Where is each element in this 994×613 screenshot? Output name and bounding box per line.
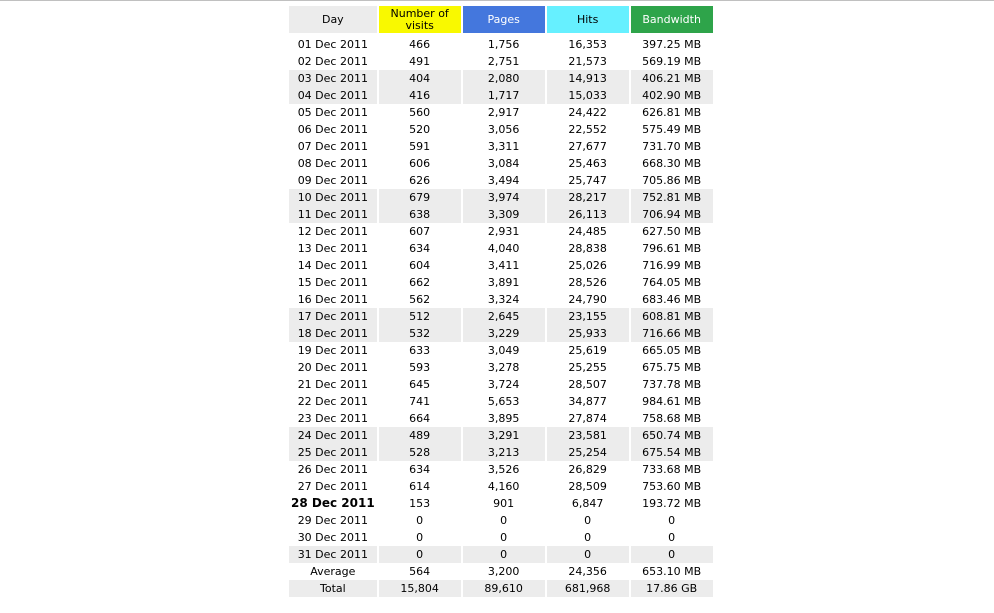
pages-cell: 3,084 bbox=[487, 157, 520, 170]
day-column-header: Day bbox=[289, 6, 377, 33]
table-row bbox=[289, 393, 713, 410]
hits-column-header: Hits bbox=[547, 6, 629, 33]
pages-cell: 3,056 bbox=[487, 123, 520, 136]
pages-cell: 2,931 bbox=[487, 225, 520, 238]
bandwidth-cell: 796.61 MB bbox=[642, 242, 702, 255]
day-cell: 11 Dec 2011 bbox=[289, 206, 377, 223]
bandwidth-cell: 0 bbox=[668, 514, 676, 527]
total-hits: 681,968 bbox=[547, 580, 629, 597]
day-cell: 13 Dec 2011 bbox=[297, 242, 368, 255]
table-row bbox=[289, 87, 713, 104]
visits-cell: 466 bbox=[409, 38, 431, 51]
pages-cell: 3,724 bbox=[487, 378, 520, 391]
pages-cell: 3,229 bbox=[463, 325, 545, 342]
bandwidth-cell: 764.05 MB bbox=[642, 276, 702, 289]
table-row bbox=[289, 444, 713, 461]
total-pages: 89,610 bbox=[463, 580, 545, 597]
hits-cell: 23,581 bbox=[547, 427, 629, 444]
hits-cell: 23,155 bbox=[547, 308, 629, 325]
day-cell: 31 Dec 2011 bbox=[289, 546, 377, 563]
average-pages: 3,200 bbox=[487, 565, 520, 578]
bandwidth-cell: 0 bbox=[668, 531, 676, 544]
hits-cell: 25,933 bbox=[547, 325, 629, 342]
pages-cell: 901 bbox=[493, 497, 515, 510]
visits-cell: 404 bbox=[379, 70, 461, 87]
table-row bbox=[289, 325, 713, 342]
pages-cell: 3,324 bbox=[487, 293, 520, 306]
pages-cell: 3,049 bbox=[487, 344, 520, 357]
day-cell: 16 Dec 2011 bbox=[297, 293, 368, 306]
visits-cell: 560 bbox=[409, 106, 431, 119]
visits-cell: 593 bbox=[409, 361, 431, 374]
hits-cell: 28,217 bbox=[547, 189, 629, 206]
day-cell: 20 Dec 2011 bbox=[297, 361, 368, 374]
bandwidth-cell: 402.90 MB bbox=[631, 87, 713, 104]
hits-cell: 28,838 bbox=[568, 242, 607, 255]
table-row bbox=[289, 359, 713, 376]
hits-cell: 25,619 bbox=[568, 344, 607, 357]
bandwidth-cell: 716.99 MB bbox=[642, 259, 702, 272]
bandwidth-cell: 650.74 MB bbox=[631, 427, 713, 444]
table-row bbox=[289, 138, 713, 155]
day-cell: 22 Dec 2011 bbox=[297, 395, 368, 408]
visits-cell: 626 bbox=[409, 174, 431, 187]
pages-cell: 2,645 bbox=[463, 308, 545, 325]
hits-cell: 28,526 bbox=[568, 276, 607, 289]
day-cell: 01 Dec 2011 bbox=[297, 38, 368, 51]
hits-cell: 22,552 bbox=[568, 123, 607, 136]
pages-cell: 3,895 bbox=[487, 412, 520, 425]
average-row bbox=[289, 563, 713, 580]
table-row bbox=[289, 33, 713, 53]
pages-cell: 4,160 bbox=[487, 480, 520, 493]
table-row bbox=[289, 121, 713, 138]
average-bandwidth: 653.10 MB bbox=[642, 565, 702, 578]
table-row bbox=[289, 427, 713, 444]
bandwidth-cell: 683.46 MB bbox=[642, 293, 702, 306]
hits-cell: 16,353 bbox=[568, 38, 607, 51]
hits-cell: 0 bbox=[547, 546, 629, 563]
visits-cell: 741 bbox=[409, 395, 431, 408]
day-cell: 04 Dec 2011 bbox=[289, 87, 377, 104]
pages-cell: 3,526 bbox=[487, 463, 520, 476]
hits-cell: 25,747 bbox=[568, 174, 607, 187]
day-cell: 18 Dec 2011 bbox=[289, 325, 377, 342]
pages-cell: 2,751 bbox=[487, 55, 520, 68]
day-cell: 28 Dec 2011 bbox=[291, 496, 375, 510]
bandwidth-cell: 675.75 MB bbox=[642, 361, 702, 374]
pages-cell: 3,213 bbox=[463, 444, 545, 461]
hits-cell: 25,254 bbox=[547, 444, 629, 461]
total-label: Total bbox=[289, 580, 377, 597]
table-row bbox=[289, 155, 713, 172]
bandwidth-cell: 731.70 MB bbox=[642, 140, 702, 153]
hits-cell: 6,847 bbox=[571, 497, 604, 510]
table-row bbox=[289, 512, 713, 529]
table-row bbox=[289, 240, 713, 257]
bandwidth-cell: 984.61 MB bbox=[642, 395, 702, 408]
average-hits: 24,356 bbox=[568, 565, 607, 578]
table-row bbox=[289, 478, 713, 495]
bandwidth-cell: 608.81 MB bbox=[631, 308, 713, 325]
pages-cell: 3,309 bbox=[463, 206, 545, 223]
day-cell: 19 Dec 2011 bbox=[297, 344, 368, 357]
table-row bbox=[289, 376, 713, 393]
hits-cell: 28,507 bbox=[568, 378, 607, 391]
visits-cell: 604 bbox=[409, 259, 431, 272]
bandwidth-cell: 569.19 MB bbox=[642, 55, 702, 68]
pages-cell: 0 bbox=[463, 546, 545, 563]
visits-cell: 638 bbox=[379, 206, 461, 223]
visits-cell: 520 bbox=[409, 123, 431, 136]
hits-cell: 26,113 bbox=[547, 206, 629, 223]
day-cell: 12 Dec 2011 bbox=[297, 225, 368, 238]
hits-cell: 27,677 bbox=[568, 140, 607, 153]
table-row bbox=[289, 410, 713, 427]
day-cell: 25 Dec 2011 bbox=[289, 444, 377, 461]
day-cell: 02 Dec 2011 bbox=[297, 55, 368, 68]
visits-cell: 0 bbox=[416, 514, 424, 527]
visits-cell: 491 bbox=[409, 55, 431, 68]
hits-cell: 26,829 bbox=[568, 463, 607, 476]
table-row bbox=[289, 223, 713, 240]
table-row bbox=[289, 546, 713, 563]
table-row bbox=[289, 70, 713, 87]
bandwidth-cell: 665.05 MB bbox=[642, 344, 702, 357]
bandwidth-cell: 627.50 MB bbox=[642, 225, 702, 238]
table-row bbox=[289, 529, 713, 546]
day-cell: 07 Dec 2011 bbox=[297, 140, 368, 153]
pages-cell: 5,653 bbox=[487, 395, 520, 408]
table-row bbox=[289, 461, 713, 478]
visits-cell: 489 bbox=[379, 427, 461, 444]
table-row bbox=[289, 206, 713, 223]
hits-cell: 25,255 bbox=[568, 361, 607, 374]
table-row bbox=[289, 342, 713, 359]
table-row bbox=[289, 495, 713, 512]
day-cell: 30 Dec 2011 bbox=[297, 531, 368, 544]
pages-cell: 1,717 bbox=[463, 87, 545, 104]
day-cell: 21 Dec 2011 bbox=[297, 378, 368, 391]
bandwidth-cell: 406.21 MB bbox=[631, 70, 713, 87]
average-visits: 564 bbox=[409, 565, 431, 578]
table-row bbox=[289, 172, 713, 189]
day-cell: 26 Dec 2011 bbox=[297, 463, 368, 476]
hits-cell: 24,790 bbox=[568, 293, 607, 306]
hits-cell: 0 bbox=[584, 514, 592, 527]
visits-cell: 606 bbox=[409, 157, 431, 170]
day-cell: 23 Dec 2011 bbox=[297, 412, 368, 425]
visits-cell: 634 bbox=[409, 242, 431, 255]
visits-cell: 0 bbox=[416, 531, 424, 544]
bandwidth-column-header: Bandwidth bbox=[631, 6, 713, 33]
bandwidth-cell: 397.25 MB bbox=[642, 38, 702, 51]
bandwidth-cell: 626.81 MB bbox=[642, 106, 702, 119]
visits-cell: 634 bbox=[409, 463, 431, 476]
bandwidth-cell: 668.30 MB bbox=[642, 157, 702, 170]
bandwidth-cell: 575.49 MB bbox=[642, 123, 702, 136]
day-cell: 06 Dec 2011 bbox=[297, 123, 368, 136]
hits-cell: 15,033 bbox=[547, 87, 629, 104]
visits-cell: 532 bbox=[379, 325, 461, 342]
top-border-line bbox=[0, 0, 994, 1]
hits-cell: 24,422 bbox=[568, 106, 607, 119]
day-cell: 27 Dec 2011 bbox=[297, 480, 368, 493]
pages-cell: 4,040 bbox=[487, 242, 520, 255]
header-row bbox=[289, 6, 713, 33]
bandwidth-cell: 0 bbox=[631, 546, 713, 563]
visits-column-header: Number of visits bbox=[379, 6, 461, 33]
visits-cell: 614 bbox=[409, 480, 431, 493]
pages-cell: 3,494 bbox=[487, 174, 520, 187]
bandwidth-cell: 716.66 MB bbox=[631, 325, 713, 342]
pages-cell: 0 bbox=[500, 514, 508, 527]
hits-cell: 0 bbox=[584, 531, 592, 544]
hits-cell: 34,877 bbox=[568, 395, 607, 408]
day-cell: 14 Dec 2011 bbox=[297, 259, 368, 272]
day-cell: 17 Dec 2011 bbox=[289, 308, 377, 325]
visits-cell: 591 bbox=[409, 140, 431, 153]
bandwidth-cell: 705.86 MB bbox=[642, 174, 702, 187]
pages-cell: 0 bbox=[500, 531, 508, 544]
hits-cell: 25,026 bbox=[568, 259, 607, 272]
hits-cell: 27,874 bbox=[568, 412, 607, 425]
table-row bbox=[289, 291, 713, 308]
total-bandwidth: 17.86 GB bbox=[631, 580, 713, 597]
total-row bbox=[289, 580, 713, 597]
day-cell: 29 Dec 2011 bbox=[297, 514, 368, 527]
day-cell: 10 Dec 2011 bbox=[289, 189, 377, 206]
table-row bbox=[289, 104, 713, 121]
bandwidth-cell: 753.60 MB bbox=[642, 480, 702, 493]
day-cell: 08 Dec 2011 bbox=[297, 157, 368, 170]
visits-cell: 679 bbox=[379, 189, 461, 206]
pages-cell: 3,278 bbox=[487, 361, 520, 374]
visits-cell: 664 bbox=[409, 412, 431, 425]
visits-cell: 153 bbox=[409, 497, 431, 510]
bandwidth-cell: 193.72 MB bbox=[642, 497, 702, 510]
day-cell: 05 Dec 2011 bbox=[297, 106, 368, 119]
visits-cell: 645 bbox=[409, 378, 431, 391]
pages-cell: 1,756 bbox=[487, 38, 520, 51]
visits-cell: 662 bbox=[409, 276, 431, 289]
table-row bbox=[289, 53, 713, 70]
table-row bbox=[289, 274, 713, 291]
day-cell: 24 Dec 2011 bbox=[289, 427, 377, 444]
bandwidth-cell: 758.68 MB bbox=[642, 412, 702, 425]
pages-cell: 3,291 bbox=[463, 427, 545, 444]
table-row bbox=[289, 308, 713, 325]
visits-cell: 562 bbox=[409, 293, 431, 306]
table-row bbox=[289, 189, 713, 206]
table-row bbox=[289, 257, 713, 274]
pages-cell: 3,891 bbox=[487, 276, 520, 289]
bandwidth-cell: 675.54 MB bbox=[631, 444, 713, 461]
visits-cell: 416 bbox=[379, 87, 461, 104]
day-cell: 09 Dec 2011 bbox=[297, 174, 368, 187]
pages-cell: 2,917 bbox=[487, 106, 520, 119]
hits-cell: 24,485 bbox=[568, 225, 607, 238]
total-visits: 15,804 bbox=[379, 580, 461, 597]
pages-cell: 3,974 bbox=[463, 189, 545, 206]
pages-cell: 3,411 bbox=[487, 259, 520, 272]
daily-stats-table bbox=[287, 6, 715, 597]
hits-cell: 14,913 bbox=[547, 70, 629, 87]
bandwidth-cell: 752.81 MB bbox=[631, 189, 713, 206]
daily-rows bbox=[289, 33, 713, 563]
hits-cell: 25,463 bbox=[568, 157, 607, 170]
hits-cell: 21,573 bbox=[568, 55, 607, 68]
hits-cell: 28,509 bbox=[568, 480, 607, 493]
day-cell: 03 Dec 2011 bbox=[289, 70, 377, 87]
day-cell: 15 Dec 2011 bbox=[297, 276, 368, 289]
pages-cell: 2,080 bbox=[463, 70, 545, 87]
bandwidth-cell: 733.68 MB bbox=[642, 463, 702, 476]
visits-cell: 528 bbox=[379, 444, 461, 461]
bandwidth-cell: 706.94 MB bbox=[631, 206, 713, 223]
visits-cell: 0 bbox=[379, 546, 461, 563]
bandwidth-cell: 737.78 MB bbox=[642, 378, 702, 391]
average-label: Average bbox=[310, 565, 356, 578]
visits-cell: 607 bbox=[409, 225, 431, 238]
visits-cell: 512 bbox=[379, 308, 461, 325]
pages-column-header: Pages bbox=[463, 6, 545, 33]
visits-cell: 633 bbox=[409, 344, 431, 357]
pages-cell: 3,311 bbox=[487, 140, 520, 153]
